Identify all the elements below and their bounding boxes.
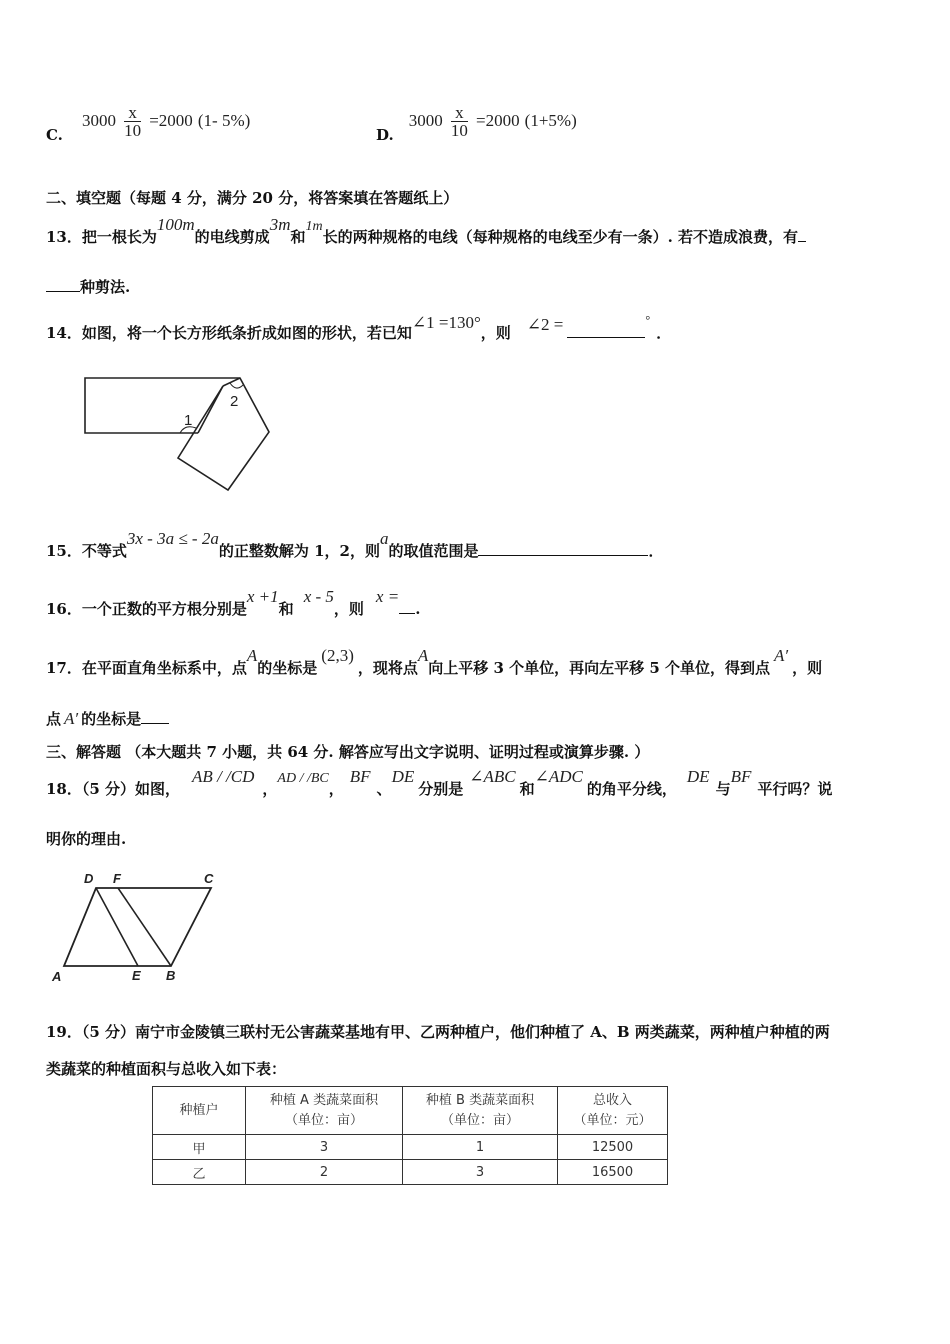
q14-math-angle2: ∠2 = bbox=[526, 315, 564, 334]
q16-number: 16． bbox=[46, 600, 82, 618]
q17-math-A: A bbox=[246, 646, 258, 665]
q15-text-3: 的取值范围是 bbox=[388, 542, 479, 560]
table-header-line1: 种植 B 类蔬菜面积 bbox=[425, 1092, 535, 1108]
q17-text-7: 的坐标是 bbox=[81, 710, 142, 728]
q18-label-A: A bbox=[52, 969, 62, 984]
q13-text-2: 的电线剪成 bbox=[194, 228, 270, 246]
q16-line bbox=[46, 587, 421, 619]
q17-math-A-2: A bbox=[417, 646, 429, 665]
q13-text-3: 和 bbox=[290, 228, 306, 246]
q17-math-coord: (2,3) bbox=[321, 646, 354, 665]
option-c-label: C. bbox=[46, 126, 63, 144]
q18-sep: 、 bbox=[376, 780, 392, 798]
q19-text-1: （5 分）南宁市金陵镇三联村无公害蔬菜基地有甲、乙两种植户，他们种植了 A、B 两类蔬菜，两种植户种植的两 bbox=[81, 1023, 830, 1041]
option-c-fraction bbox=[124, 104, 141, 139]
table-cell: 甲 bbox=[153, 1135, 246, 1160]
q18-text-2: 分别是 bbox=[418, 780, 464, 798]
table-header-line2: （单位：亩） bbox=[284, 1112, 363, 1128]
q13-number: 13． bbox=[46, 228, 82, 246]
q18-math-angle-ADC: ∠ADC bbox=[534, 767, 583, 786]
option-d-frac-den: 10 bbox=[450, 121, 468, 140]
table-header-line1: 种植户 bbox=[179, 1102, 219, 1118]
table-header-row bbox=[153, 1087, 668, 1135]
q15-answer-blank bbox=[478, 541, 648, 556]
q17-math-A-prime: A′ bbox=[774, 646, 789, 665]
q17-number: 17． bbox=[46, 659, 82, 677]
q15-text-2: 的正整数解为 1，2，则 bbox=[218, 542, 380, 560]
q18-text-1: （5 分）如图， bbox=[81, 780, 181, 798]
q18-parallelogram-ABCD bbox=[64, 888, 211, 966]
q17-text-5: ，则 bbox=[792, 659, 823, 677]
option-c-3000: 3000 bbox=[82, 111, 116, 130]
q19-line2: 类蔬菜的种植面积与总收入如下表： bbox=[46, 1060, 287, 1078]
q17-line1 bbox=[46, 646, 823, 678]
table-header-line2: （单位：亩） bbox=[440, 1112, 519, 1128]
q13-blank-part1 bbox=[798, 227, 806, 242]
table-cell: 1 bbox=[403, 1135, 558, 1160]
q13-blank-part2 bbox=[46, 277, 80, 292]
q15-end: ． bbox=[648, 542, 664, 560]
q14-answer-blank bbox=[567, 323, 645, 338]
option-c-frac-den: 10 bbox=[124, 121, 142, 140]
q15-math-inequality: 3x - 3a ≤ - 2a bbox=[126, 529, 219, 548]
q18-label-B: B bbox=[166, 968, 176, 983]
option-d bbox=[376, 103, 577, 144]
q18-segment-DE bbox=[96, 888, 138, 966]
q13-math-3m: 3m bbox=[269, 215, 291, 234]
q15-line bbox=[46, 529, 664, 561]
option-c-paren: (1- 5%) bbox=[197, 111, 251, 130]
q18-number: 18． bbox=[46, 780, 82, 798]
q18-math-AB-CD: AB / /CD bbox=[192, 767, 255, 786]
q13-text-4: 长的两种规格的电线（每种规格的电线至少有一条）. 若不造成浪费，有 bbox=[322, 228, 799, 246]
q18-segment-BF bbox=[118, 888, 171, 966]
table-header-cell bbox=[153, 1087, 246, 1135]
q17-line2 bbox=[46, 708, 169, 729]
option-d-label: D. bbox=[376, 126, 394, 144]
q14-text-2: ，则 bbox=[480, 324, 511, 342]
q18-line2: 明你的理由. bbox=[46, 830, 127, 848]
q17-math-A-prime-2: A′ bbox=[64, 709, 79, 728]
q14-math-angle1: ∠1 =130° bbox=[411, 313, 481, 332]
table-header-cell bbox=[403, 1087, 558, 1135]
q14-end: ． bbox=[656, 324, 672, 342]
table-cell: 12500 bbox=[558, 1135, 668, 1160]
table-header-cell bbox=[558, 1087, 668, 1135]
table-header-line1: 种植 A 类蔬菜面积 bbox=[269, 1092, 379, 1108]
q18-math-BF: BF bbox=[349, 767, 371, 786]
q15-number: 15． bbox=[46, 542, 82, 560]
q13-line1 bbox=[46, 215, 806, 247]
table-cell: 乙 bbox=[153, 1160, 246, 1185]
table-cell: 16500 bbox=[558, 1160, 668, 1185]
q18-line1 bbox=[46, 767, 833, 799]
q14-label-1: 1 bbox=[184, 412, 193, 429]
table-header-line2: （单位：元） bbox=[573, 1112, 652, 1128]
q18-math-DE: DE bbox=[391, 767, 415, 786]
q16-math-x-minus-5: x - 5 bbox=[303, 587, 334, 606]
q13-text-5: 种剪法. bbox=[80, 278, 131, 296]
q18-label-E: E bbox=[132, 968, 141, 983]
option-c-rhs: =2000 bbox=[149, 111, 193, 130]
q16-math-x-eq: x = bbox=[375, 587, 400, 606]
q18-parallelogram-figure bbox=[46, 868, 226, 988]
q18-label-F: F bbox=[113, 871, 121, 886]
q19-line1 bbox=[46, 1021, 830, 1042]
q13-math-100m: 100m bbox=[156, 215, 195, 234]
q16-end: . bbox=[415, 600, 421, 618]
q17-text-3: ，现将点 bbox=[357, 659, 418, 677]
q15-math-a: a bbox=[379, 529, 389, 548]
option-c-frac-num: x bbox=[124, 104, 141, 122]
q18-text-4: 的角平分线， bbox=[586, 780, 677, 798]
table-cell: 3 bbox=[403, 1160, 558, 1185]
q14-line bbox=[46, 313, 672, 343]
option-c bbox=[46, 103, 251, 144]
option-d-fraction bbox=[451, 104, 468, 139]
table-row bbox=[153, 1160, 668, 1185]
option-d-paren: (1+5%) bbox=[524, 111, 577, 130]
q16-text-2: 和 bbox=[278, 600, 294, 618]
q14-angle2-arc bbox=[230, 383, 243, 388]
q16-text-3: ，则 bbox=[333, 600, 364, 618]
q14-degree: ° bbox=[645, 313, 651, 327]
q17-answer-blank bbox=[141, 709, 169, 724]
q18-comma-2: ， bbox=[328, 780, 344, 798]
q19-number: 19． bbox=[46, 1023, 82, 1041]
table-cell: 3 bbox=[246, 1135, 403, 1160]
q16-math-x-plus-1: x +1 bbox=[246, 587, 279, 606]
q18-text-6: 平行吗？说 bbox=[757, 780, 833, 798]
option-d-3000: 3000 bbox=[408, 111, 443, 130]
q18-label-C: C bbox=[204, 871, 214, 886]
q18-text-5: 与 bbox=[715, 780, 731, 798]
option-d-rhs: =2000 bbox=[475, 111, 520, 130]
q16-text-1: 一个正数的平方根分别是 bbox=[81, 600, 247, 618]
option-d-frac-num: x bbox=[451, 104, 468, 122]
q14-number: 14． bbox=[46, 324, 82, 342]
q13-line2 bbox=[46, 276, 130, 297]
q18-math-BF-2: BF bbox=[730, 767, 752, 786]
table-cell: 2 bbox=[246, 1160, 403, 1185]
q18-text-3: 和 bbox=[519, 780, 535, 798]
q18-math-angle-ABC: ∠ABC bbox=[469, 767, 516, 786]
q18-comma-1: ， bbox=[262, 780, 278, 798]
q15-text-1: 不等式 bbox=[81, 542, 127, 560]
table-header-cell bbox=[246, 1087, 403, 1135]
q17-text-1: 在平面直角坐标系中，点 bbox=[81, 659, 247, 677]
q18-label-D: D bbox=[84, 871, 94, 886]
q14-label-2: 2 bbox=[230, 393, 239, 410]
q14-strip-outline bbox=[85, 378, 269, 490]
q14-text-1: 如图，将一个长方形纸条折成如图的形状，若已知 bbox=[81, 324, 412, 342]
q17-text-6: 点 bbox=[46, 710, 62, 728]
q18-math-DE-2: DE bbox=[686, 767, 710, 786]
q18-math-AD-BC: AD / /BC bbox=[277, 771, 329, 786]
q14-folded-strip-figure bbox=[80, 370, 280, 500]
q17-text-4: 向上平移 3 个单位，再向左平移 5 个单位，得到点 bbox=[428, 659, 771, 677]
q17-text-2: 的坐标是 bbox=[257, 659, 318, 677]
q13-text-1: 把一根长为 bbox=[81, 228, 157, 246]
table-row bbox=[153, 1135, 668, 1160]
q19-planting-table bbox=[152, 1086, 668, 1185]
section-2-heading: 二、填空题（每题 4 分，满分 20 分，将答案填在答题纸上） bbox=[46, 189, 459, 207]
section-3-heading: 三、解答题 （本大题共 7 小题，共 64 分. 解答应写出文字说明、证明过程或演算步骤. ） bbox=[46, 743, 650, 761]
table-header-line1: 总收入 bbox=[592, 1092, 632, 1108]
q13-math-1m: 1m bbox=[305, 219, 323, 234]
q14-fold-edge bbox=[198, 386, 223, 433]
q16-answer-blank bbox=[399, 599, 415, 614]
